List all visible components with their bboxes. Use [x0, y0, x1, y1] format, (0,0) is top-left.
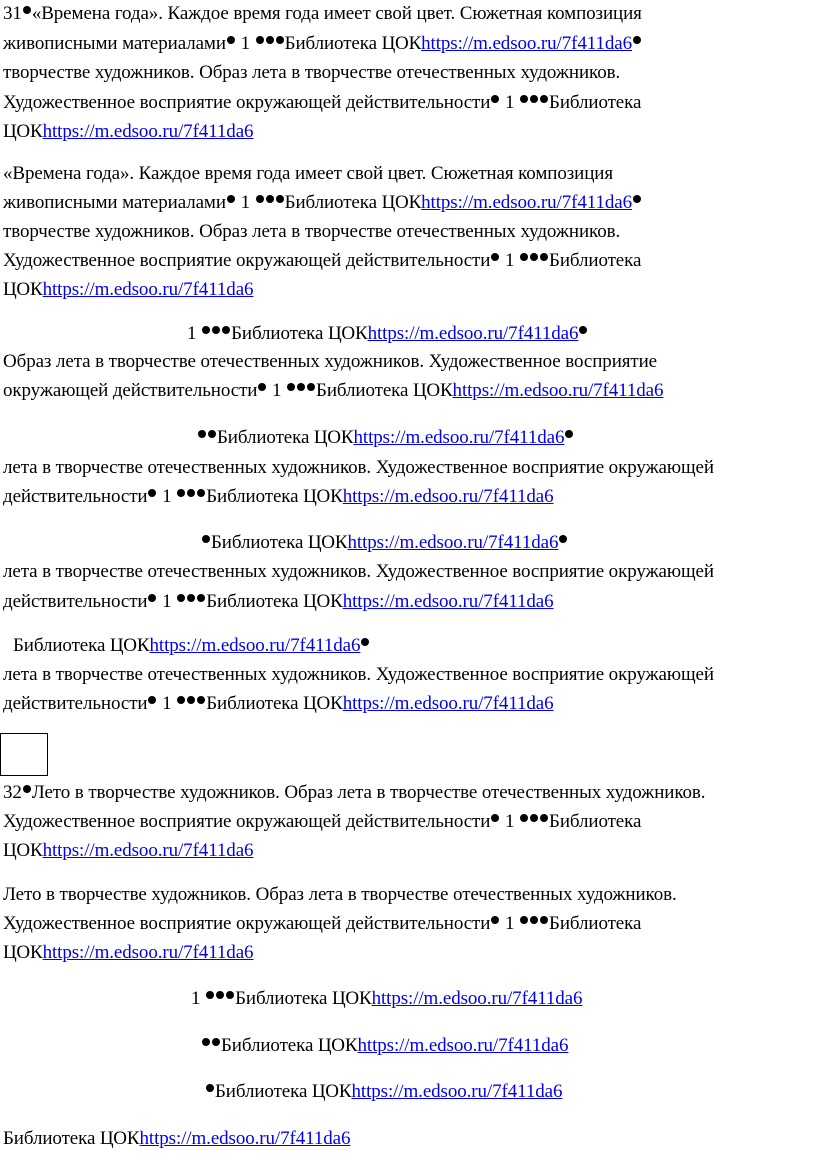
text-line: Образ лета в творчестве отечественных художников. Художественное восприятие [3, 351, 658, 372]
bullet-icon [206, 991, 214, 999]
bullet-icon [579, 326, 587, 334]
bullet-icon [491, 253, 499, 261]
text-line: ЦОКhttps://m.edsoo.ru/7f411da6 [3, 942, 254, 963]
text-line: 32 Лето в творчестве художников. Образ лета в творчестве отечественных художников. [3, 782, 706, 803]
bullet-icon [565, 430, 573, 438]
text-line: лета в творчестве отечественных художников. Художественное восприятие окружающей [3, 457, 714, 478]
text-line: «Времена года». Каждое время года имеет свой цвет. Сюжетная композиция [3, 163, 613, 184]
text-line: ЦОКhttps://m.edsoo.ru/7f411da6 [3, 840, 254, 861]
bullet-icon [633, 195, 641, 203]
bullet-icon [226, 991, 234, 999]
bullet-icon [266, 195, 274, 203]
bullet-icon [148, 594, 156, 602]
bullet-icon [540, 814, 548, 822]
text-line: Художественное восприятие окружающей действительности 1 Библиотека [3, 811, 642, 832]
text-line: 31 «Времена года». Каждое время года имеет свой цвет. Сюжетная композиция [3, 3, 642, 24]
bullet-icon [491, 916, 499, 924]
bullet-icon [216, 991, 224, 999]
bullet-icon [491, 814, 499, 822]
bullet-icon [177, 594, 185, 602]
library-link[interactable]: https://m.edsoo.ru/7f411da6 [351, 1081, 563, 1102]
text-line: творчестве художников. Образ лета в творчестве отечественных художников. [3, 221, 621, 242]
text-line: Библиотека ЦОКhttps://m.edsoo.ru/7f411da6 [201, 529, 568, 557]
library-link[interactable]: https://m.edsoo.ru/7f411da6 [347, 532, 559, 553]
text-line: Библиотека ЦОКhttps://m.edsoo.ru/7f411da6 [205, 1078, 562, 1106]
library-link[interactable]: https://m.edsoo.ru/7f411da6 [452, 380, 664, 401]
bullet-icon [202, 535, 210, 543]
bullet-icon [633, 36, 641, 44]
bullet-icon [202, 326, 210, 334]
bullet-icon [198, 430, 206, 438]
bullet-icon [197, 594, 205, 602]
library-link[interactable]: https://m.edsoo.ru/7f411da6 [342, 693, 554, 714]
bullet-icon [276, 36, 284, 44]
bullet-icon [520, 814, 528, 822]
text-line: 1 Библиотека ЦОКhttps://m.edsoo.ru/7f411da6 [191, 988, 583, 1009]
bullet-icon [202, 1038, 210, 1046]
bullet-icon [530, 814, 538, 822]
bullet-icon [530, 95, 538, 103]
bullet-icon [530, 916, 538, 924]
bullet-icon [256, 195, 264, 203]
text-line: живописными материалами 1 Библиотека ЦОКhttps://m.edsoo.ru/7f411da6 [3, 189, 642, 217]
bullet-icon [297, 383, 305, 391]
bullet-icon [197, 696, 205, 704]
text-line: Художественное восприятие окружающей действительности 1 Библиотека [3, 913, 642, 934]
library-link[interactable]: https://m.edsoo.ru/7f411da6 [353, 427, 565, 448]
bullet-icon [187, 696, 195, 704]
empty-table-cell [0, 733, 48, 776]
bullet-icon [520, 253, 528, 261]
bullet-icon [361, 638, 369, 646]
bullet-icon [23, 6, 31, 14]
bullet-icon [266, 36, 274, 44]
library-link[interactable]: https://m.edsoo.ru/7f411da6 [342, 591, 554, 612]
bullet-icon [276, 195, 284, 203]
library-link[interactable]: https://m.edsoo.ru/7f411da6 [42, 121, 254, 142]
bullet-icon [559, 535, 567, 543]
library-link[interactable]: https://m.edsoo.ru/7f411da6 [421, 192, 632, 213]
bullet-icon [520, 95, 528, 103]
text-line: живописными материалами 1 Библиотека ЦОКhttps://m.edsoo.ru/7f411da6 [3, 30, 642, 58]
bullet-icon [540, 253, 548, 261]
bullet-icon [148, 696, 156, 704]
bullet-icon [227, 36, 235, 44]
library-link[interactable]: https://m.edsoo.ru/7f411da6 [357, 1035, 569, 1056]
bullet-icon [212, 326, 220, 334]
text-line: Художественное восприятие окружающей действительности 1 Библиотека [3, 250, 642, 271]
bullet-icon [177, 696, 185, 704]
text-line: лета в творчестве отечественных художников. Художественное восприятие окружающей [3, 664, 714, 685]
text-line: ЦОКhttps://m.edsoo.ru/7f411da6 [3, 121, 254, 142]
bullet-icon [187, 594, 195, 602]
bullet-icon [530, 253, 538, 261]
bullet-icon [212, 1038, 220, 1046]
bullet-icon [177, 489, 185, 497]
library-link[interactable]: https://m.edsoo.ru/7f411da6 [42, 279, 254, 300]
bullet-icon [23, 785, 31, 793]
bullet-icon [307, 383, 315, 391]
text-line: 1 Библиотека ЦОКhttps://m.edsoo.ru/7f411da6 [187, 320, 588, 348]
text-line: действительности 1 Библиотека ЦОКhttps://m.edsoo.ru/7f411da6 [3, 591, 554, 612]
library-link[interactable]: https://m.edsoo.ru/7f411da6 [42, 840, 254, 861]
text-line: Библиотека ЦОКhttps://m.edsoo.ru/7f411da6 [201, 1032, 568, 1060]
text-line: ЦОКhttps://m.edsoo.ru/7f411da6 [3, 279, 254, 300]
bullet-icon [208, 430, 216, 438]
library-link[interactable]: https://m.edsoo.ru/7f411da6 [371, 988, 583, 1009]
bullet-icon [148, 489, 156, 497]
bullet-icon [258, 383, 266, 391]
bullet-icon [206, 1084, 214, 1092]
text-line: Лето в творчестве художников. Образ лета в творчестве отечественных художников. [3, 884, 677, 905]
text-line: окружающей действительности 1 Библиотека ЦОКhttps://m.edsoo.ru/7f411da6 [3, 380, 664, 401]
library-link[interactable]: https://m.edsoo.ru/7f411da6 [367, 323, 579, 344]
bullet-icon [491, 95, 499, 103]
text-line: Библиотека ЦОКhttps://m.edsoo.ru/7f411da6 [197, 424, 574, 452]
text-line: Библиотека ЦОКhttps://m.edsoo.ru/7f411da6 [13, 632, 370, 660]
text-line: творчестве художников. Образ лета в творчестве отечественных художников. [3, 62, 621, 83]
bullet-icon [540, 95, 548, 103]
text-line: действительности 1 Библиотека ЦОКhttps://m.edsoo.ru/7f411da6 [3, 693, 554, 714]
bullet-icon [520, 916, 528, 924]
bullet-icon [287, 383, 295, 391]
bullet-icon [540, 916, 548, 924]
library-link[interactable]: https://m.edsoo.ru/7f411da6 [342, 486, 554, 507]
text-line: Библиотека ЦОКhttps://m.edsoo.ru/7f411da6 [3, 1128, 351, 1149]
library-link[interactable]: https://m.edsoo.ru/7f411da6 [42, 942, 254, 963]
bullet-icon [187, 489, 195, 497]
library-link[interactable]: https://m.edsoo.ru/7f411da6 [139, 1128, 351, 1149]
text-line: лета в творчестве отечественных художников. Художественное восприятие окружающей [3, 561, 714, 582]
library-link[interactable]: https://m.edsoo.ru/7f411da6 [149, 635, 361, 656]
bullet-icon [227, 195, 235, 203]
bullet-icon [222, 326, 230, 334]
bullet-icon [256, 36, 264, 44]
text-line: Художественное восприятие окружающей действительности 1 Библиотека [3, 92, 642, 113]
library-link[interactable]: https://m.edsoo.ru/7f411da6 [421, 33, 632, 54]
bullet-icon [197, 489, 205, 497]
text-line: действительности 1 Библиотека ЦОКhttps://m.edsoo.ru/7f411da6 [3, 486, 554, 507]
